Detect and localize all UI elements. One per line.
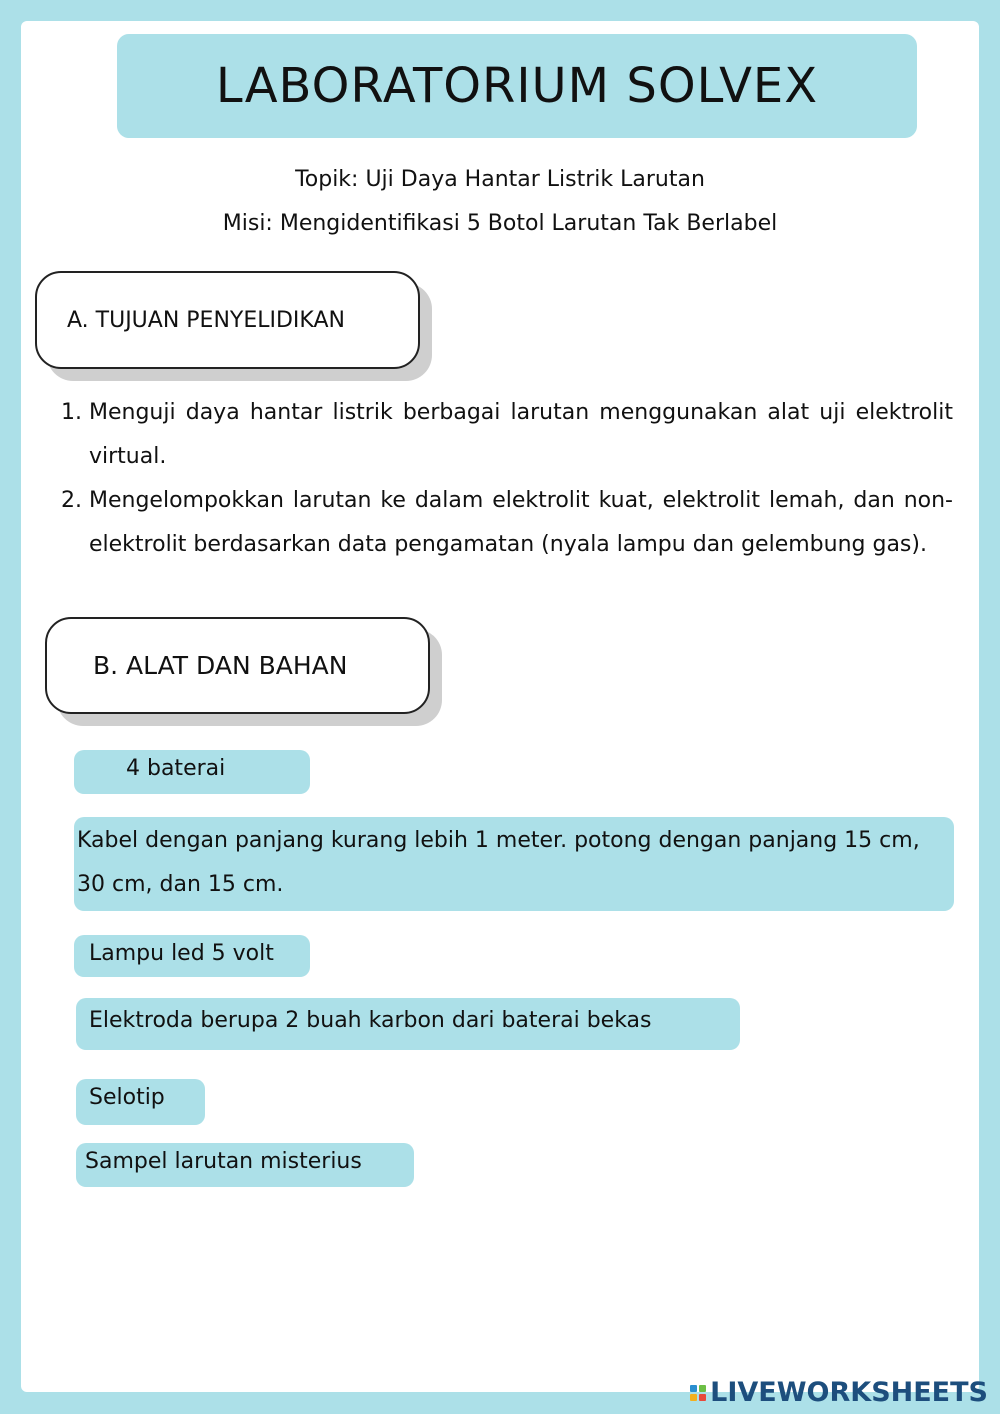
list-item-text: Mengelompokkan larutan ke dalam elektrolit kuat, elektrolit lemah, dan non-elektrolit berdasarkan data pengamatan (nyala lampu dan gelembung gas).: [89, 488, 953, 557]
section-a-box: [35, 271, 420, 369]
list-item-text: Menguji daya hantar listrik berbagai larutan menggunakan alat uji elektrolit virtual.: [89, 400, 953, 469]
page-title: LABORATORIUM SOLVEX: [215, 58, 819, 114]
worksheet-page: [21, 21, 979, 1392]
section-b-header: [45, 617, 430, 714]
topic-text: Topik: Uji Daya Hantar Listrik Larutan: [295, 167, 705, 192]
list-item-number: 1.: [61, 400, 82, 425]
objectives-list: [61, 391, 953, 567]
material-item: 4 baterai: [74, 750, 310, 794]
section-b-box: [45, 617, 430, 714]
material-item: Sampel larutan misterius: [76, 1143, 414, 1187]
section-b-heading: B. ALAT DAN BAHAN: [93, 651, 348, 680]
mission-text: Misi: Mengidentifikasi 5 Botol Larutan Tak Berlabel: [222, 211, 778, 236]
section-a-header: [35, 271, 420, 369]
list-item: [61, 391, 953, 479]
material-item: Lampu led 5 volt: [74, 935, 310, 977]
material-item: Selotip: [76, 1079, 205, 1125]
list-item: [61, 479, 953, 567]
material-item: Kabel dengan panjang kurang lebih 1 meter. potong dengan panjang 15 cm, 30 cm, dan 15 cm.: [74, 817, 954, 911]
section-a-heading: A. TUJUAN PENYELIDIKAN: [67, 307, 345, 333]
liveworksheets-logo-icon: [690, 1385, 706, 1401]
brand-text: LIVEWORKSHEETS: [710, 1377, 988, 1408]
material-item: Elektroda berupa 2 buah karbon dari baterai bekas: [76, 998, 740, 1050]
list-item-number: 2.: [61, 488, 82, 513]
liveworksheets-brand: [690, 1377, 988, 1408]
title-banner: [117, 34, 917, 138]
